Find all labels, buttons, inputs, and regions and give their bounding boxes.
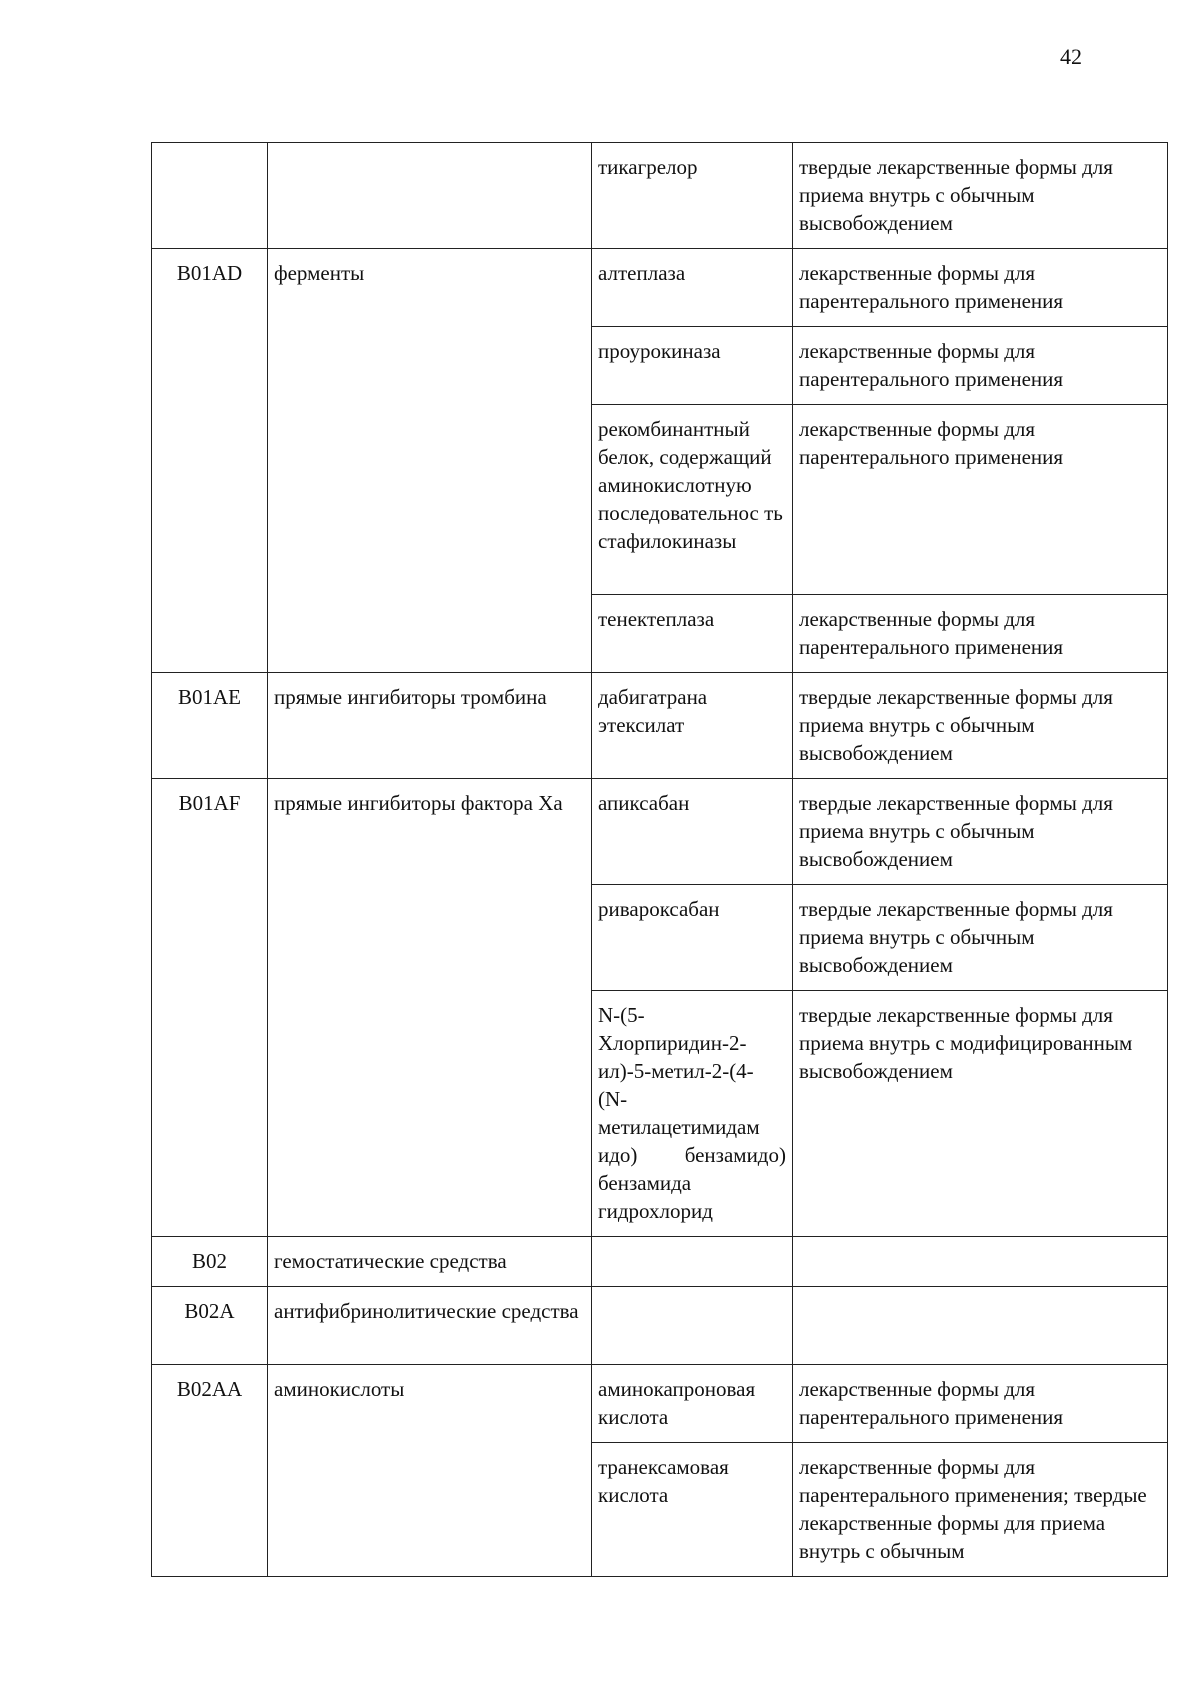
dosage-form-cell: лекарственные формы для парентерального применения (793, 405, 1168, 595)
drug-name-cell: проурокиназа (592, 327, 793, 405)
drug-name-cell (592, 1237, 793, 1287)
group-name-cell: прямые ингибиторы тромбина (268, 673, 592, 779)
dosage-form-cell: твердые лекарственные формы для приема внутрь с обычным высвобождением (793, 779, 1168, 885)
table-row (152, 779, 1168, 885)
dosage-form-cell (793, 1287, 1168, 1365)
group-name-cell: ферменты (268, 249, 592, 673)
group-name-cell: аминокислоты (268, 1365, 592, 1577)
dosage-form-cell: лекарственные формы для парентерального применения (793, 595, 1168, 673)
drug-name-cell: аминокапроновая кислота (592, 1365, 793, 1443)
group-name-cell (268, 143, 592, 249)
drug-name-cell: тенектеплаза (592, 595, 793, 673)
atc-code-cell: B01AF (152, 779, 268, 1237)
atc-code-cell: B01AD (152, 249, 268, 673)
dosage-form-cell: твердые лекарственные формы для приема внутрь с обычным высвобождением (793, 143, 1168, 249)
drug-classification-table (151, 142, 1168, 1577)
dosage-form-cell: лекарственные формы для парентерального применения (793, 249, 1168, 327)
atc-code-cell: B02AA (152, 1365, 268, 1577)
dosage-form-cell: твердые лекарственные формы для приема внутрь с модифицированным высвобождением (793, 991, 1168, 1237)
table-row (152, 1365, 1168, 1443)
drug-name-cell: алтеплаза (592, 249, 793, 327)
atc-code-cell (152, 143, 268, 249)
atc-code-cell: B01AE (152, 673, 268, 779)
group-name-cell: прямые ингибиторы фактора Xa (268, 779, 592, 1237)
drug-name-cell: рекомбинантный белок, содержащий аминокислотную последовательнос ть стафилокиназы (592, 405, 793, 595)
atc-code-cell: B02 (152, 1237, 268, 1287)
drug-name-cell: ривароксабан (592, 885, 793, 991)
table-row (152, 249, 1168, 327)
dosage-form-cell: лекарственные формы для парентерального применения (793, 327, 1168, 405)
dosage-form-cell: лекарственные формы для парентерального применения; твердые лекарственные формы для приема внутрь с обычным (793, 1443, 1168, 1577)
group-name-cell: антифибринолитические средства (268, 1287, 592, 1365)
table-row (152, 143, 1168, 249)
table-row (152, 673, 1168, 779)
table-row (152, 1237, 1168, 1287)
atc-code-cell: B02A (152, 1287, 268, 1365)
drug-name-cell: N-(5- Хлорпиридин-2- ил)-5-метил-2-(4- (N- метилацетимидам идо) бензамидо) бензамида гидрохлорид (592, 991, 793, 1237)
drug-name-cell: апиксабан (592, 779, 793, 885)
dosage-form-cell (793, 1237, 1168, 1287)
dosage-form-cell: твердые лекарственные формы для приема внутрь с обычным высвобождением (793, 673, 1168, 779)
dosage-form-cell: твердые лекарственные формы для приема внутрь с обычным высвобождением (793, 885, 1168, 991)
group-name-cell: гемостатические средства (268, 1237, 592, 1287)
drug-name-cell: дабигатрана этексилат (592, 673, 793, 779)
page-number: 42 (1060, 44, 1082, 69)
drug-name-cell: транексамовая кислота (592, 1443, 793, 1577)
drug-name-cell: тикагрелор (592, 143, 793, 249)
table-row (152, 1287, 1168, 1365)
dosage-form-cell: лекарственные формы для парентерального применения (793, 1365, 1168, 1443)
drug-name-cell (592, 1287, 793, 1365)
